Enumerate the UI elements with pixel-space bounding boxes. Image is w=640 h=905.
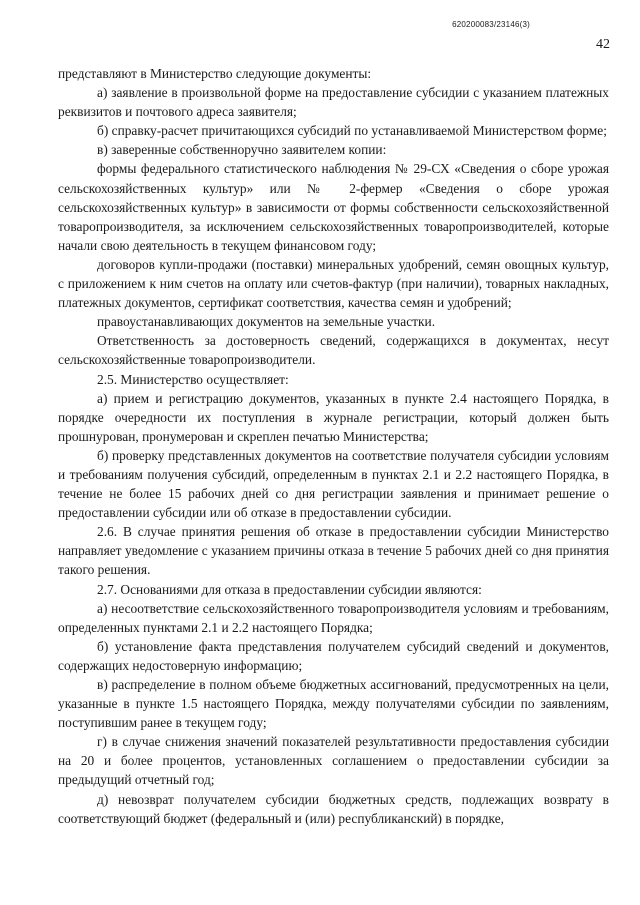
paragraph-land-documents: правоустанавливающих документов на земельные участки. <box>97 314 436 330</box>
paragraph-2-7-v: в) распределение в полном объеме бюджетных ассигнований, предусмотренных на цели, указанные в пункте 1.5 настоящего Порядка, между получателями субсидии по заявлениям, поступившим ранее в текущем году; <box>58 677 609 731</box>
document-code: 620200083/23146(3) <box>452 20 530 29</box>
paragraph-2-7-d: д) невозврат получателем субсидии бюджетных средств, подлежащих возврату в соответствующий бюджет (федеральный и (или) республиканский) в порядке, <box>58 791 609 826</box>
page-number: 42 <box>596 37 610 52</box>
paragraph-intro: представляют в Министерство следующие документы: <box>58 66 372 81</box>
paragraph-2-7-heading: 2.7. Основаниями для отказа в предоставлении субсидии являются: <box>97 581 482 597</box>
paragraph-responsibility: Ответственность за достоверность сведений, содержащихся в документах, несут сельскохозяйственные товаропроизводители. <box>58 333 609 368</box>
paragraph-2-7-b: б) установление факта представления получателем субсидий сведений и документов, содержащих недостоверную информацию; <box>58 638 609 673</box>
paragraph-contracts: договоров купли-продажи (поставки) минеральных удобрений, семян овощных культур, с приложением к ним счетов на оплату или счетов-фактур (при наличии), товарных накладных, платежных документов, сертификат соответствия, качества семян и удобрений; <box>58 256 609 311</box>
paragraph-2-6: 2.6. В случае принятия решения об отказе в предоставлении субсидии Министерство направляет уведомление с указанием причины отказа в течение 5 рабочих дней со дня принятия такого решения. <box>58 524 609 578</box>
paragraph-item-v-copies: в) заверенные собственноручно заявителем копии: <box>97 142 387 158</box>
paragraph-2-5-heading: 2.5. Министерство осуществляет: <box>97 371 289 387</box>
paragraph-statistical-forms: формы федерального статистического наблюдения № 29-СХ «Сведения о сборе урожая сельскохозяйственных культур» или № 2-фермер «Сведения о сборе урожая сельскохозяйственных культур» в зависимости от формы собственности сельскохозяйственной товаропроизводителя, за исключением сельскохозяйственных товаропроизводителей, которые начали свою деятельность в текущем финансовом году; <box>58 161 609 253</box>
paragraph-2-5-a: а) прием и регистрацию документов, указанных в пункте 2.4 настоящего Порядка, в порядке очередности их поступления в журнале регистрации, который должен быть прошнурован, пронумерован и скреплен печатью Министерства; <box>58 390 609 444</box>
document-body <box>58 64 609 828</box>
paragraph-2-7-a: а) несоответствие сельскохозяйственного товаропроизводителя условиям и требованиям, определенных пунктами 2.1 и 2.2 настоящего Порядка; <box>58 600 609 635</box>
paragraph-item-a-application: а) заявление в произвольной форме на предоставление субсидии с указанием платежных реквизитов и почтового адреса заявителя; <box>58 85 609 120</box>
paragraph-2-5-b: б) проверку представленных документов на соответствие получателя субсидии условиям и требованиям получения субсидий, определенным в пунктах 2.1 и 2.2 настоящего Порядка, в течение не более 15 рабочих дней со дня регистрации заявления и принимает решение о предоставлении субсидии или об отказе в предоставлении субсидии. <box>58 447 609 521</box>
paragraph-item-b-calculation: б) справку-расчет причитающихся субсидий по устанавливаемой Министерством форме; <box>97 123 607 139</box>
paragraph-2-7-g: г) в случае снижения значений показателей результативности предоставления субсидии на 20 и более процентов, установленных соглашением о предоставлении субсидии за предыдущий отчетный год; <box>58 734 609 788</box>
